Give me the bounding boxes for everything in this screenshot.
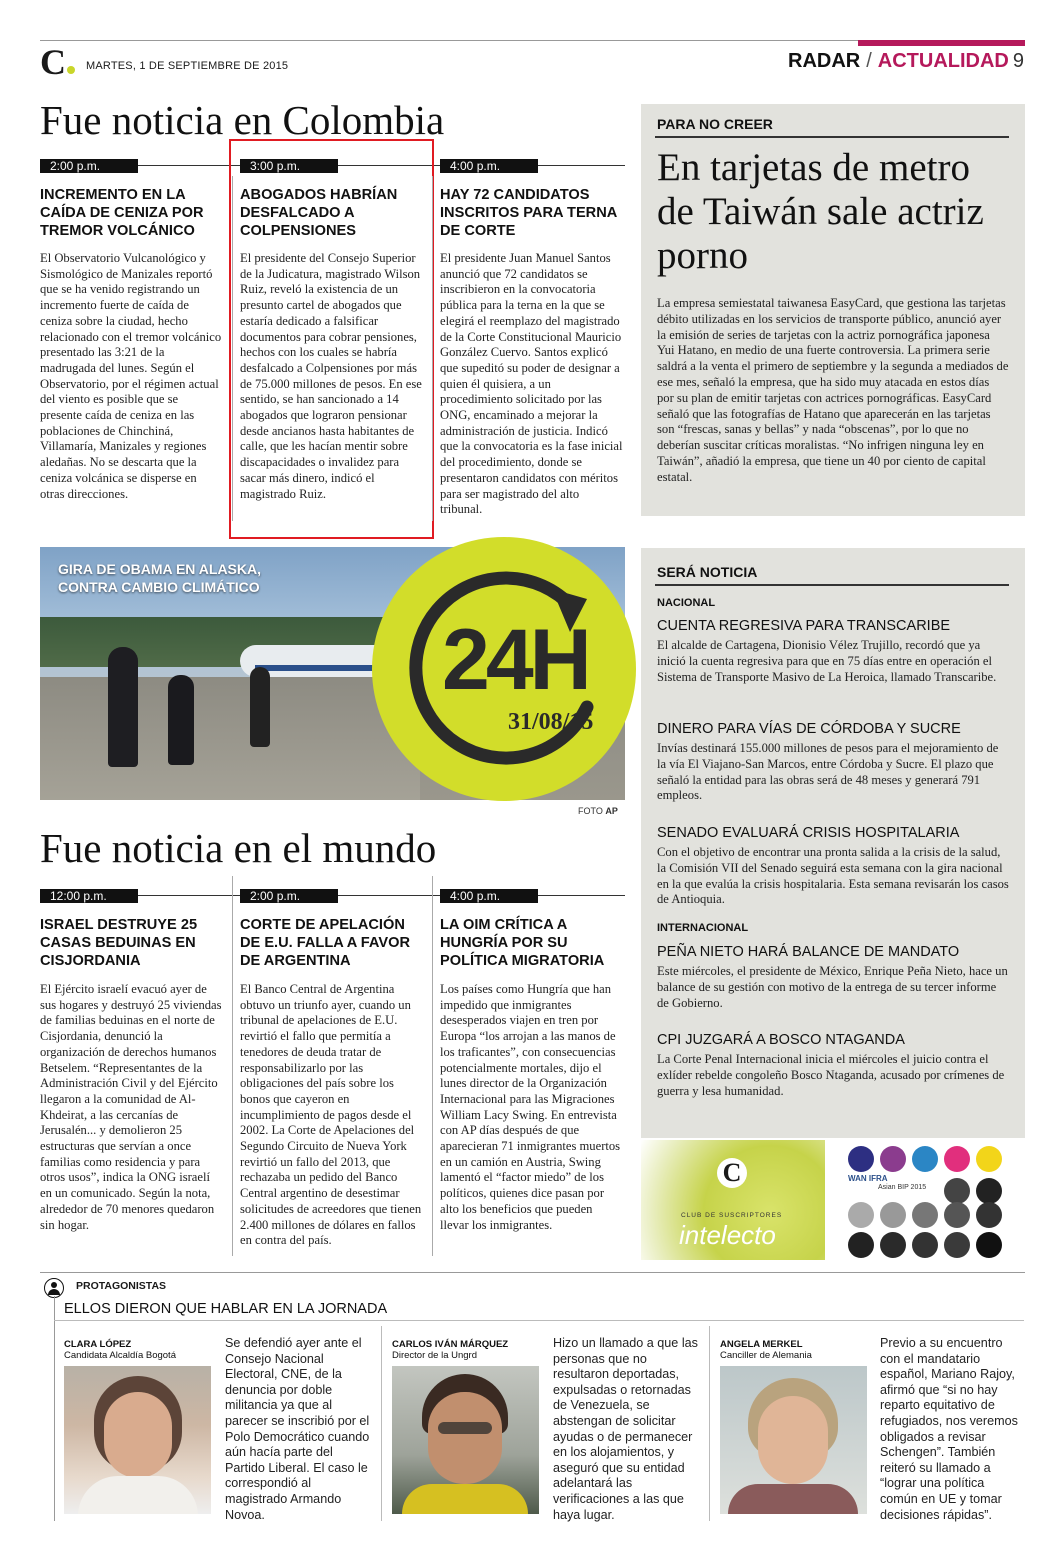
color-dot	[976, 1178, 1002, 1204]
person-role: Candidata Alcaldía Bogotá	[64, 1350, 176, 1361]
color-dot	[912, 1146, 938, 1172]
news-headline[interactable]: INCREMENTO EN LA CAÍDA DE CENIZA POR TREMOR VOLCÁNICO	[40, 187, 204, 239]
person-role: Director de la Ungrd	[392, 1350, 478, 1361]
brief-headline[interactable]: CUENTA REGRESIVA PARA TRANSCARIBE	[657, 618, 951, 634]
person-name: CLARA LÓPEZ	[64, 1339, 132, 1350]
news-body: El Banco Central de Argentina obtuvo un triunfo ayer, cuando un tribunal de apelaciones de E.U. revirtió el fallo que permitía a tenedores de deuda tratar de responsabilizarlo por las obligaciones del país sobre los bonos que cayeron en incumplimiento de pagos desde el 2002. La Corte de Apelaciones del Segundo Circuito de Nueva York revirtió un fallo del 2013, que rechazaba un pedido del Banco Central argentino de desestimar solicitudes de acreedores que tienen 2.400 millones de dólares en fallos en contra del país.	[240, 982, 422, 1248]
edition-date: MARTES, 1 DE SEPTIEMBRE DE 2015	[86, 60, 289, 72]
photo-credit-source: AP	[605, 806, 618, 816]
photo-credit	[578, 806, 618, 816]
protagonistas-rule	[40, 1272, 1025, 1273]
photo-caption-line: GIRA DE OBAMA EN ALASKA,	[58, 561, 261, 577]
section-nav	[788, 50, 1024, 73]
color-dot	[912, 1202, 938, 1228]
color-dot	[944, 1146, 970, 1172]
color-dot	[944, 1232, 970, 1258]
photo-person	[108, 647, 138, 767]
section-actualidad[interactable]: ACTUALIDAD	[877, 50, 1009, 72]
person-photo[interactable]	[392, 1366, 539, 1514]
person-divider	[709, 1326, 710, 1521]
photo-caption-line: CONTRA CAMBIO CLIMÁTICO	[58, 579, 260, 595]
person-role: Canciller de Alemania	[720, 1350, 812, 1361]
person-photo[interactable]	[64, 1366, 211, 1514]
photo-person	[250, 667, 270, 747]
time-badge: 3:00 p.m.	[240, 159, 338, 173]
person-photo[interactable]	[720, 1366, 867, 1514]
brief-body: La Corte Penal Internacional inicia el miércoles el juicio contra el exlíder rebelde congoleño Bosco Ntaganda, acusado por crímenes de guerra y lesa humanidad.	[657, 1052, 1005, 1098]
para-no-creer-panel	[641, 104, 1025, 516]
brief-body: Invías destinará 155.000 millones de pesos para el mejoramiento de la vía El Viajano-San Marcos, entre Córdoba y Sucre. El plazo que señaló la entidad para las obras será de 48 meses y generará 791 empleos.	[657, 741, 999, 803]
badge-date: 31/08/15	[508, 709, 594, 735]
time-badge: 12:00 p.m.	[40, 889, 138, 903]
brief-body: El alcalde de Cartagena, Dionisio Vélez Trujillo, recordó que ya inició la cuenta regresiva para que en 75 días entre en operación el Sistema de Transporte Masivo de La Heroica, llamado Transcaribe.	[657, 638, 997, 684]
color-dot	[880, 1146, 906, 1172]
panel-rule	[655, 584, 1009, 586]
color-dot	[976, 1232, 1002, 1258]
section-color-bar	[858, 40, 1025, 46]
subsection-label: INTERNACIONAL	[657, 922, 749, 934]
news-headline[interactable]: ISRAEL DESTRUYE 25 CASAS BEDUINAS EN CISJORDANIA	[40, 917, 198, 969]
badge-24h-text: 24H	[442, 612, 588, 708]
section-radar[interactable]: RADAR	[788, 50, 861, 72]
brief-body: Este miércoles, el presidente de México, Enrique Peña Nieto, hace un balance de su gestión con motivo de la entrega de su tercer informe de Gobierno.	[657, 964, 1008, 1010]
news-body: El Ejército israelí evacuó ayer de sus hogares y destruyó 25 viviendas de familias beduinas en el norte de Cisjordania, denunció la organización de derechos humanos Betselem. “Representantes de la Administración Civil y del Ejército llegaron a la comunidad de Al-Khdeirat, a las cercanías de Jerusalén... y demolieron 25 estructuras que servían a once familias como residencia y para otros usos”, indica la ONG israelí en un comunicado. Según la nota, alrededor de 70 menores quedaron sin hogar.	[40, 982, 222, 1232]
brief-headline[interactable]: CPI JUZGARÁ A BOSCO NTAGANDA	[657, 1032, 905, 1048]
panel-body: La empresa semiestatal taiwanesa EasyCard, que gestiona las tarjetas débito utilizadas en los servicios de transporte público, anunció ayer la emisión de series de tarjetas con la actriz pornográfica japonesa Yui Hatano, en medio de una fuerte controversia. La primera serie saldrá a la venta el primero de septiembre y la segunda a mediados de ese mes, señaló la empresa, que ha sido muy atacada en estos días por su plan de emitir tarjetas con actrices pornográficas. EasyCard señaló que las fotografías de Hatano que aparecerán en las tarjetas son “frescas, sanas y bellas” y nada “obscenas”, por lo que no deberían suscitar críticas moralistas. “No infrigen ninguna ley en Taiwán”, añadió la empresa, que tiene un 40 por ciento de capital estatal.	[657, 296, 1009, 484]
color-dot	[848, 1146, 874, 1172]
time-badge: 2:00 p.m.	[240, 889, 338, 903]
person-quote: Hizo un llamado a que las personas que no resultaron deportadas, expulsadas o retornadas de Venezuela, se abstengan de solicitar ayudas o de permanecer en los alojamientos, y aseguró que su entidad adelantará las verificaciones a las que haya lugar.	[553, 1336, 698, 1522]
color-dot	[944, 1178, 970, 1204]
color-dot	[912, 1232, 938, 1258]
photo-credit-prefix: FOTO	[578, 806, 603, 816]
brief-headline[interactable]: PEÑA NIETO HARÁ BALANCE DE MANDATO	[657, 944, 960, 960]
protagonistas-vrule	[54, 1296, 55, 1521]
person-name: ANGELA MERKEL	[720, 1339, 803, 1350]
section-slash: /	[866, 50, 872, 72]
color-dot	[848, 1202, 874, 1228]
column-divider	[432, 876, 433, 1256]
intelecto-promo[interactable]	[641, 1140, 825, 1260]
photo-caption	[58, 560, 261, 596]
time-badge: 4:00 p.m.	[440, 889, 538, 903]
intelecto-club: CLUB DE SUSCRIPTORES	[681, 1212, 783, 1219]
page-number: 9	[1012, 50, 1024, 72]
person-name: CARLOS IVÁN MÁRQUEZ	[392, 1339, 509, 1350]
column-divider	[232, 876, 233, 1256]
photo-person	[168, 675, 194, 765]
news-body: El presidente Juan Manuel Santos anunció que 72 candidatos se inscribieron en la convocatoria pública para la terna en la que se elegirá el reemplazo del magistrado de la Corte Constitucional Mauricio González Cuervo. Santos explicó que supeditó su poder de designar a quien él quisiera, a un procedimiento solicitado por las ONG, encaminado a mejorar la administración de justicia. Indicó que la convocatoria es la fase inicial del procedimiento, donde se presentaron candidatos con méritos para ser magistrado del alto tribunal.	[440, 251, 623, 517]
person-quote: Se defendió ayer ante el Consejo Nacional Electoral, CNE, de la denuncia por doble militancia ya que al parecer se inscribió por el Polo Democrático cuando aún hacía parte del Partido Liberal. El caso le correspondió al magistrado Armando Novoa.	[225, 1336, 370, 1522]
brief-headline[interactable]: DINERO PARA VÍAS DE CÓRDOBA Y SUCRE	[657, 721, 961, 737]
time-badge: 2:00 p.m.	[40, 159, 138, 173]
protagonistas-subrule	[54, 1320, 1024, 1321]
panel-rule	[655, 136, 1009, 138]
badge-24h	[372, 537, 636, 801]
color-dot	[976, 1202, 1002, 1228]
protagonistas-label: PROTAGONISTAS	[76, 1280, 167, 1292]
news-body: El Observatorio Vulcanológico y Sismológico de Manizales reportó que se ha venido registrando un incremento fuerte de caída de ceniza sobre la ciudad, hecho relacionado con el tremor volcánico presentado las 3:21 de la madrugada del lunes. Según el Observatorio, por el régimen actual del viento es posible que se presente caída de ceniza en las poblaciones de Chinchiná, Villamaría, Manizales y regiones aledañas. No se descarta que la ceniza volcánica se disperse en otras direcciones.	[40, 251, 222, 501]
color-dot	[848, 1232, 874, 1258]
news-body: El presidente del Consejo Superior de la Judicatura, magistrado Wilson Ruiz, reveló la existencia de un presunto cartel de abogados que estaría dedicado a falsificar documentos para cobrar pensiones, hechos con los cuales se habría desfalcado a Colpensiones por más de 75.000 millones de pesos. En ese sentido, se han sancionado a 14 abogados que lograron pensionar desde ancianos hasta habitantes de calle, que les hacían mentir sobre discapacidades o invalidez para sacar más dinero, indicó el magistrado Ruiz.	[240, 251, 422, 501]
color-dot	[976, 1146, 1002, 1172]
news-body: Los países como Hungría que han impedido que inmigrantes desesperados viajen en tren por Europa “los arrojan a las manos de los traficantes”, con consecuencias potencialmente mortales, dijo el lunes director de la Organización Internacional para las Migraciones William Lacy Swing. En entrevista con AP días después de que aparecieran 71 inmigrantes muertos en un camión en Austria, Swing lamentó el “factor miedo” de los políticos, quienes dice pasan por alto los beneficios que pueden llevar los inmigrantes.	[440, 982, 621, 1232]
person-divider	[381, 1326, 382, 1521]
newspaper-logo[interactable]: C	[40, 44, 75, 80]
intelecto-logo: C	[717, 1158, 747, 1188]
photo-tarmac	[40, 677, 420, 800]
protagonistas-subtitle: ELLOS DIERON QUE HABLAR EN LA JORNADA	[64, 1301, 388, 1317]
sera-noticia-panel	[641, 548, 1025, 1138]
subsection-label: NACIONAL	[657, 597, 716, 609]
news-headline[interactable]: CORTE DE APELACIÓN DE E.U. FALLA A FAVOR DE ARGENTINA	[240, 917, 410, 969]
asian-bip: Asian BIP 2015	[878, 1184, 927, 1191]
color-dot	[880, 1202, 906, 1228]
colombia-title: Fue noticia en Colombia	[40, 97, 445, 143]
intelecto-name: intelecto	[679, 1220, 776, 1250]
person-quote: Previo a su encuentro con el mandatario español, Mariano Rajoy, afirmó que “si no hay reparto equitativo de refugiados, nos veremos obligados a revisar Schengen”. También reiteró su llamado a “lograr una política común en UE y tomar decisiones rápidas”.	[880, 1336, 1018, 1522]
panel-label: SERÁ NOTICIA	[657, 564, 758, 580]
news-headline[interactable]: ABOGADOS HABRÍAN DESFALCADO A COLPENSIONES	[240, 187, 398, 239]
color-dot	[944, 1202, 970, 1228]
time-badge: 4:00 p.m.	[440, 159, 538, 173]
news-headline[interactable]: LA OIM CRÍTICA A HUNGRÍA POR SU POLÍTICA MIGRATORIA	[440, 917, 605, 969]
panel-headline[interactable]: En tarjetas de metro de Taiwán sale actriz porno	[657, 146, 984, 277]
wan-ifra-logo: WAN IFRA	[848, 1174, 888, 1183]
person-icon	[44, 1278, 64, 1298]
column-divider	[432, 176, 433, 521]
news-headline[interactable]: HAY 72 CANDIDATOS INSCRITOS PARA TERNA DE CORTE	[440, 187, 617, 239]
mundo-title: Fue noticia en el mundo	[40, 825, 437, 871]
brief-body: Con el objetivo de encontrar una pronta salida a la crisis de la salud, la Comisión VII del Senado seguirá esta semana con la gira nacional en la que evalúa la crisis hospitalaria. Esta semana revisarán los casos de Antioquia.	[657, 845, 1009, 907]
panel-label: PARA NO CREER	[657, 116, 773, 132]
color-calibration	[842, 1140, 1027, 1260]
brief-headline[interactable]: SENADO EVALUARÁ CRISIS HOSPITALARIA	[657, 825, 960, 841]
color-dot	[880, 1232, 906, 1258]
